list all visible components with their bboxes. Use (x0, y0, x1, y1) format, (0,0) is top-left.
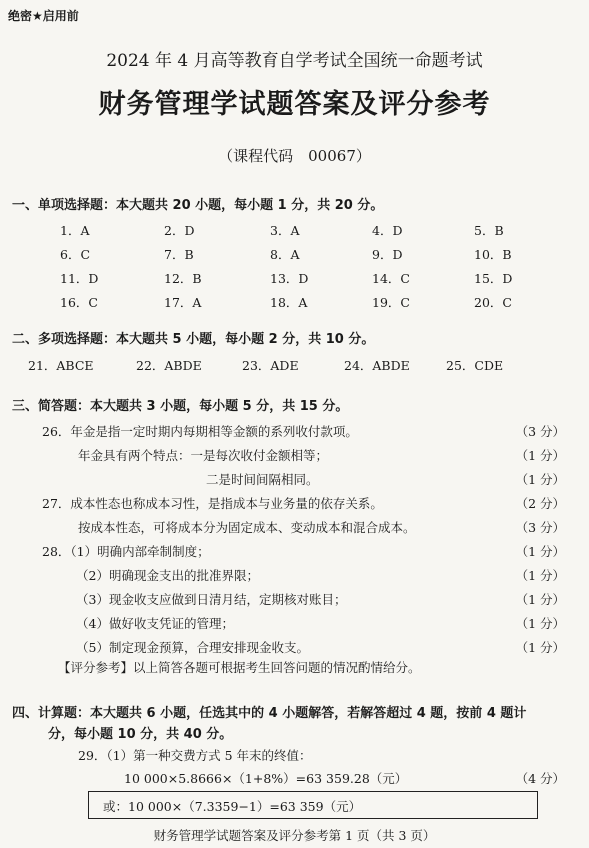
answer-item: 22．ABDE (136, 358, 202, 373)
q29-intro: 29．（1）第一种交费方式 5 年末的终值： (78, 748, 312, 763)
answer-item: 23．ADE (242, 358, 299, 373)
answer-item: 9．D (372, 247, 403, 262)
scoring-note: 【评分参考】以上简答各题可根据考生回答问题的情况酌情给分。 (58, 660, 421, 675)
answer-item: 24．ABDE (344, 358, 410, 373)
answer-line: （2）明确现金支出的批准界限； (76, 568, 259, 583)
q29-alt: 或：10 000×（7.3359−1）=63 359（元） (103, 799, 362, 814)
answer-item: 19．C (372, 295, 410, 310)
answer-item: 15．D (474, 271, 513, 286)
answer-item: 25．CDE (446, 358, 504, 373)
section-2-title: 二、多项选择题：本大题共 5 小题，每小题 2 分，共 10 分。 (12, 332, 375, 347)
answer-score: （1 分） (515, 568, 565, 583)
q29-formula: 10 000×5.8666×（1+8%）=63 359.28（元） (124, 771, 408, 786)
answer-score: （1 分） (515, 472, 565, 487)
page-title: 财务管理学试题答案及评分参考 (98, 89, 491, 120)
answer-line: 26．年金是指一定时期内每期相等金额的系列收付款项。 (42, 424, 358, 439)
answer-score: （1 分） (515, 448, 565, 463)
answer-line: 二是时间间隔相同。 (206, 472, 319, 487)
section-4-title-line2: 分，每小题 10 分，共 40 分。 (48, 727, 233, 742)
q29-score: （4 分） (515, 771, 565, 786)
answer-score: （1 分） (515, 592, 565, 607)
answer-item: 21．ABCE (28, 358, 94, 373)
answer-item: 6．C (60, 247, 91, 262)
answer-score: （1 分） (515, 640, 565, 655)
answer-item: 12．B (164, 271, 202, 286)
answer-item: 14．C (372, 271, 410, 286)
answer-item: 2．D (164, 223, 195, 238)
answer-item: 11．D (60, 271, 99, 286)
q29-alt-box (88, 791, 538, 819)
page-footer: 财务管理学试题答案及评分参考第 1 页（共 3 页） (153, 828, 436, 843)
answer-item: 17．A (164, 295, 202, 310)
confidential-mark: 绝密★启用前 (8, 9, 79, 23)
section-4-title-line1: 四、计算题：本大题共 6 小题，任选其中的 4 小题解答，若解答超过 4 题，按前 4 题计 (12, 706, 527, 721)
answer-item: 7．B (164, 247, 194, 262)
answer-score: （1 分） (515, 616, 565, 631)
answer-line: （4）做好收支凭证的管理； (76, 616, 234, 631)
answer-line: 年金具有两个特点：一是每次收付金额相等； (78, 448, 329, 463)
answer-score: （2 分） (515, 496, 565, 511)
answer-score: （3 分） (515, 424, 565, 439)
answer-item: 4．D (372, 223, 403, 238)
answer-line: 28．（1）明确内部牵制制度； (42, 544, 210, 559)
answer-item: 16．C (60, 295, 98, 310)
section-1-title: 一、单项选择题：本大题共 20 小题，每小题 1 分，共 20 分。 (12, 198, 384, 213)
answer-line: （3）现金收支应做到日清月结，定期核对账目； (76, 592, 347, 607)
answer-item: 5．B (474, 223, 504, 238)
answer-score: （1 分） (515, 544, 565, 559)
answer-item: 3．A (270, 223, 300, 238)
answer-item: 8．A (270, 247, 300, 262)
answer-line: 按成本性态，可将成本分为固定成本、变动成本和混合成本。 (78, 520, 416, 535)
answer-item: 10．B (474, 247, 512, 262)
answer-item: 1．A (60, 223, 90, 238)
answer-item: 13．D (270, 271, 309, 286)
course-code: （课程代码 00067） (218, 147, 371, 165)
answer-line: （5）制定现金预算，合理安排现金收支。 (76, 640, 309, 655)
exam-heading: 2024 年 4 月高等教育自学考试全国统一命题考试 (106, 51, 483, 71)
section-3-title: 三、简答题：本大题共 3 小题，每小题 5 分，共 15 分。 (12, 399, 349, 414)
answer-score: （3 分） (515, 520, 565, 535)
answer-item: 18．A (270, 295, 308, 310)
answer-line: 27．成本性态也称成本习性，是指成本与业务量的依存关系。 (42, 496, 383, 511)
answer-item: 20．C (474, 295, 512, 310)
